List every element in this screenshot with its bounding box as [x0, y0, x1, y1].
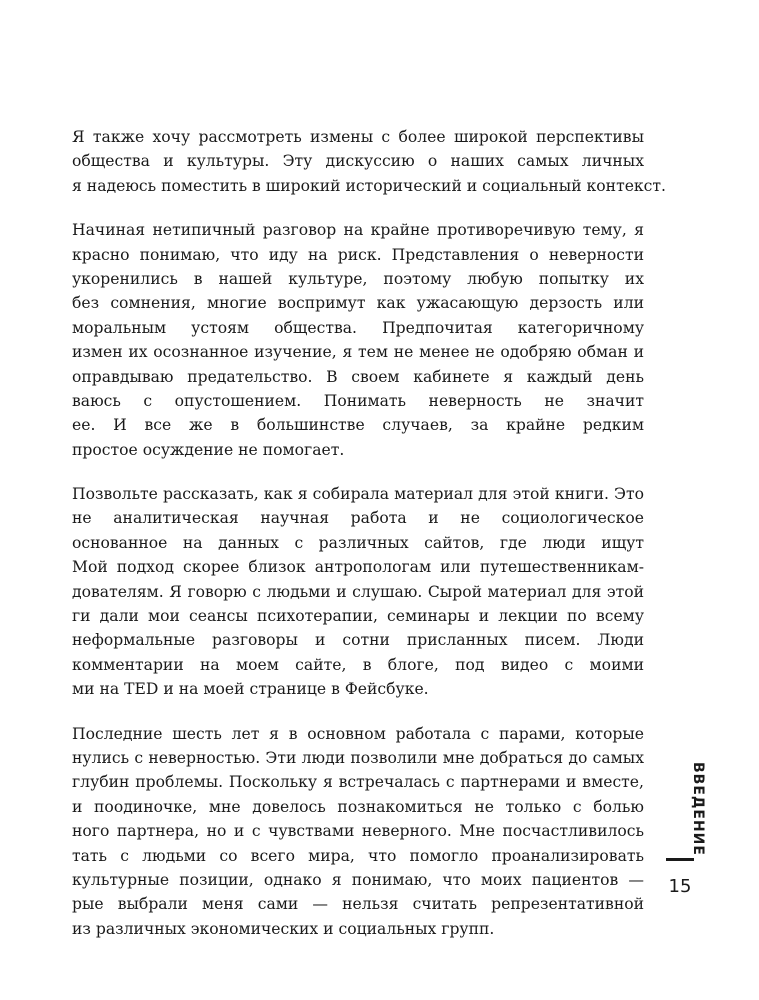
section-divider — [666, 858, 694, 861]
text-line: неформальные разговоры и сотни присланных писем. Люди — [72, 631, 644, 650]
text-line: Начиная нетипичный разговор на крайне противоречивую тему, я — [72, 221, 644, 240]
paragraph-3 — [72, 482, 644, 702]
text-line: тать с людьми со всего мира, что помогло проанализировать — [72, 846, 644, 865]
text-line: ного партнера, но и с чувствами неверного. Мне посчастливилось — [72, 822, 644, 841]
text-line: укоренились в нашей культуре, поэтому любую попытку их — [72, 269, 644, 288]
text-line: комментарии на моем сайте, в блоге, под видео с моими — [72, 655, 644, 674]
text-line: Позвольте рассказать, как я собирала материал для этой книги. Это — [72, 485, 644, 504]
text-line: Я также хочу рассмотреть измены с более широкой перспективы — [72, 128, 644, 146]
text-line: не аналитическая научная работа и не социологическое — [72, 509, 644, 528]
body-text — [72, 125, 666, 961]
text-line: ваюсь с опустошением. Понимать неверность не значит — [72, 391, 644, 410]
text-line: простое осуждение не помогает. — [72, 440, 345, 459]
text-line: Последние шесть лет я в основном работала с парами, которые — [72, 724, 644, 743]
text-line: и поодиночке, мне довелось познакомиться не только с болью — [72, 797, 644, 816]
text-line: ги дали мои сеансы психотерапии, семинары и лекции по всему — [72, 607, 644, 626]
paragraph-4 — [72, 722, 644, 942]
text-line: из различных экономических и социальных групп. — [72, 919, 495, 938]
text-line: культурные позиции, однако я понимаю, что моих пациентов — — [72, 870, 644, 889]
text-line: основанное на данных с различных сайтов, где люди ищут — [72, 533, 644, 552]
text-line: измен их осознанное изучение, я тем не менее не одобряю обман и — [72, 343, 644, 362]
text-line: без сомнения, многие воспримут как ужасающую дерзость или — [72, 294, 644, 313]
text-line: я надеюсь поместить в широкий исторический и социальный контекст. — [72, 176, 666, 195]
text-line: рые выбрали меня сами — нельзя считать репрезентативной — [72, 895, 644, 914]
page-number: 15 — [668, 876, 692, 897]
text-line: моральным устоям общества. Предпочитая категоричному — [72, 318, 644, 337]
text-line: оправдываю предательство. В своем кабинете я каждый день — [72, 367, 644, 386]
text-line: ми на TED и на моей странице в Фейсбуке. — [72, 680, 429, 699]
paragraph-2 — [72, 218, 644, 462]
text-line: общества и культуры. Эту дискуссию о наших самых личных — [72, 152, 644, 171]
text-line: нулись с неверностью. Эти люди позволили мне добраться до самых — [72, 748, 644, 767]
text-line: глубин проблемы. Поскольку я встречалась с партнерами и вместе, — [72, 773, 644, 792]
paragraph-1 — [72, 125, 666, 198]
text-line: ее. И все же в большинстве случаев, за крайне редким — [72, 416, 644, 435]
section-title: ВВЕДЕНИЕ — [690, 762, 706, 856]
text-line: Мой подход скорее близок антропологам или путешественникам- — [72, 558, 644, 577]
text-line: красно понимаю, что иду на риск. Представления о неверности — [72, 245, 644, 264]
text-line: дователям. Я говорю с людьми и слушаю. Сырой материал для этой — [72, 582, 644, 601]
